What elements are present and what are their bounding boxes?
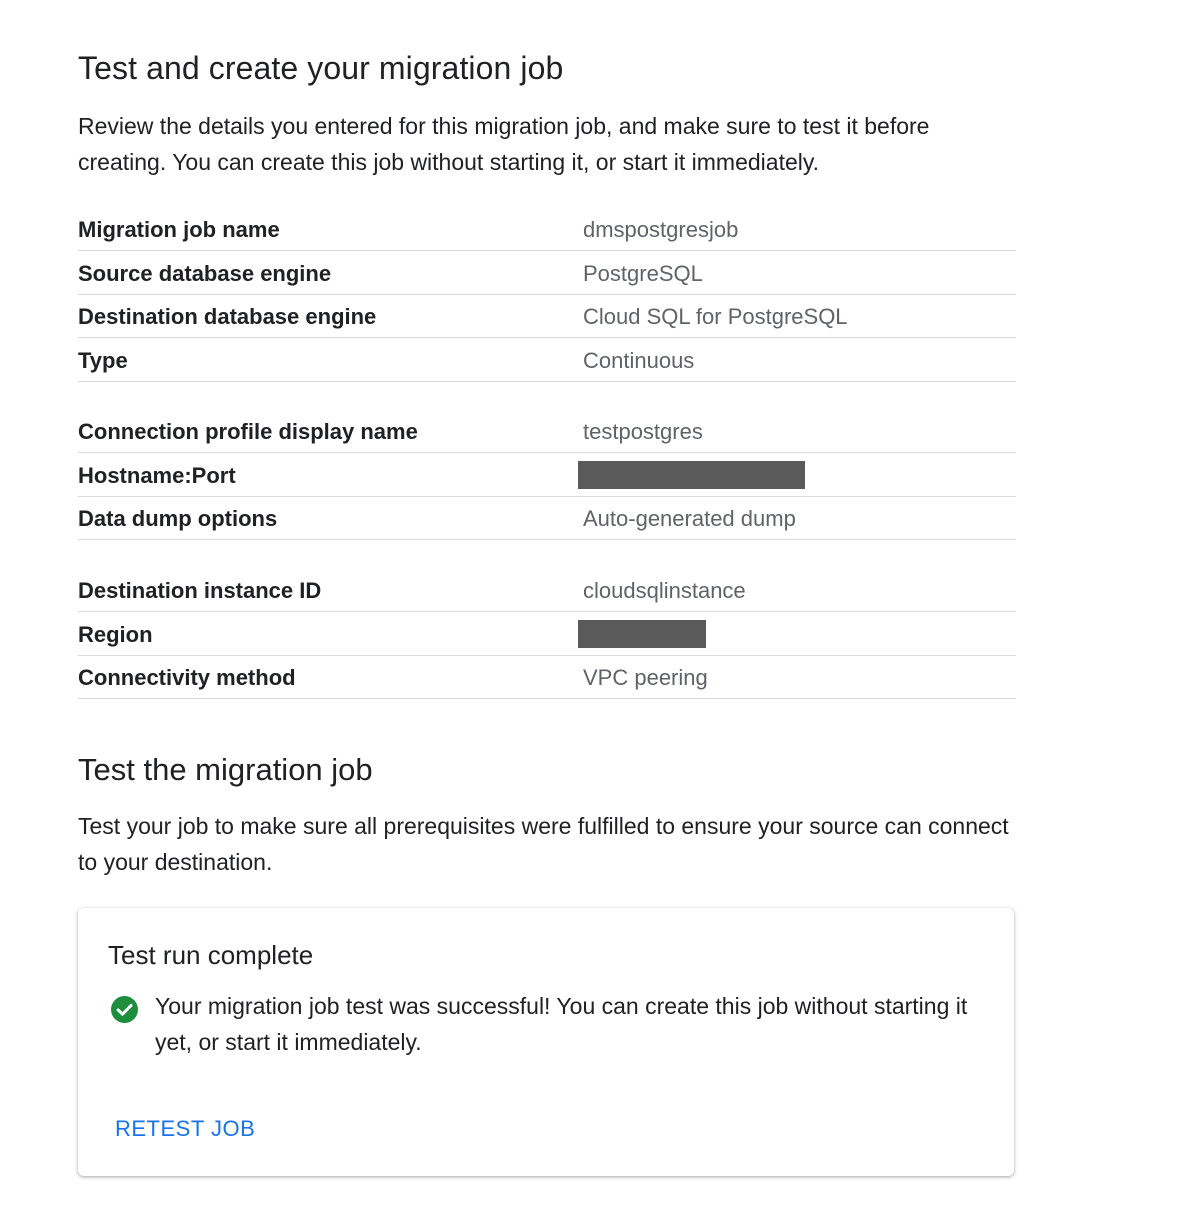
- detail-label: Region: [78, 621, 153, 647]
- detail-row-connectivity: [78, 657, 1016, 699]
- detail-value: VPC peering: [583, 665, 708, 690]
- detail-value: Auto-generated dump: [583, 506, 796, 531]
- detail-row-connection-profile: [78, 411, 1016, 453]
- retest-job-button[interactable]: RETEST JOB: [115, 1116, 256, 1141]
- check-circle-icon: [111, 996, 138, 1023]
- page-title: Test and create your migration job: [78, 50, 564, 86]
- detail-value: testpostgres: [583, 419, 703, 444]
- detail-row-type: [78, 340, 1016, 382]
- detail-row-source-engine: [78, 253, 1016, 295]
- test-section-description: Test your job to make sure all prerequisites were fulfilled to ensure your source can connect to your destination.: [78, 813, 1009, 875]
- detail-label: Connection profile display name: [78, 419, 418, 444]
- detail-label: Connectivity method: [78, 665, 296, 690]
- detail-value: cloudsqlinstance: [583, 578, 746, 603]
- test-section-title: Test the migration job: [78, 752, 373, 787]
- detail-row-destination-engine: [78, 296, 1016, 338]
- detail-label: Hostname:Port: [78, 462, 236, 488]
- test-result-title: Test run complete: [108, 940, 314, 970]
- detail-label: Destination database engine: [78, 304, 377, 329]
- redacted-value: [578, 461, 805, 489]
- detail-value: Cloud SQL for PostgreSQL: [583, 304, 848, 329]
- detail-row-hostname-port: [78, 455, 1016, 497]
- page-description: Review the details you entered for this migration job, and make sure to test it before creating. You can create this job without starting it, or start it immediately.: [78, 113, 930, 175]
- destination-details-table: [78, 570, 1016, 701]
- test-result-message: Your migration job test was successful! You can create this job without starting it yet, or start it immediately.: [155, 993, 968, 1055]
- detail-row-region: [78, 614, 1016, 656]
- detail-label: Type: [78, 347, 128, 373]
- job-details-table: [78, 209, 1016, 383]
- detail-value: PostgreSQL: [583, 260, 703, 286]
- detail-value: dmspostgresjob: [583, 217, 739, 242]
- detail-row-job-name: [78, 209, 1016, 251]
- detail-label: Migration job name: [78, 217, 280, 242]
- test-result-card: [78, 908, 1014, 1176]
- detail-label: Source database engine: [78, 260, 332, 286]
- detail-label: Data dump options: [78, 506, 278, 531]
- detail-row-instance-id: [78, 570, 1016, 612]
- detail-label: Destination instance ID: [78, 578, 322, 603]
- redacted-value: [578, 620, 706, 648]
- detail-value: Continuous: [583, 347, 695, 373]
- source-details-table: [78, 411, 1016, 542]
- detail-row-data-dump: [78, 498, 1016, 540]
